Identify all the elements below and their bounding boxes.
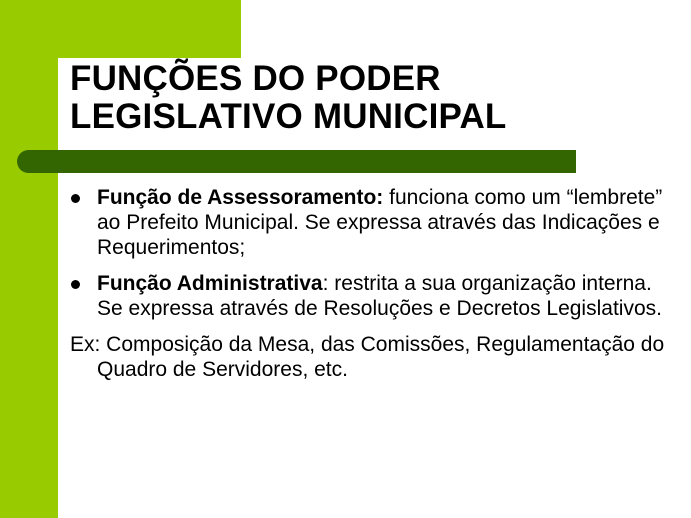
bullet-text: funciona como um “lembrete” ao Prefeito Municipal. Se expressa através das Indicações e Requerimentos; [97,186,663,259]
bullet-item-assessoramento [70,185,670,260]
title-line-1: FUNÇÕES DO PODER [70,59,441,98]
slide-title [70,60,507,136]
left-accent-strip [0,0,58,518]
bullet-dot-icon [71,280,80,289]
top-accent-block [0,0,241,58]
example-paragraph: Ex: Composição da Mesa, das Comissões, Regulamentação do Quadro de Servidores, etc. [70,333,665,381]
title-line-2: LEGISLATIVO MUNICIPAL [70,97,507,136]
title-divider-bar [17,150,576,173]
bullet-item-administrativa [70,271,670,321]
slide-body [70,185,670,382]
bullet-dot-icon [71,194,80,203]
bullet-term: Função de Assessoramento: [97,186,384,209]
bullet-text: : restrita a sua organização interna. Se expressa através de Resoluções e Decretos Legislativos. [97,272,662,320]
bullet-term: Função Administrativa [97,272,323,295]
